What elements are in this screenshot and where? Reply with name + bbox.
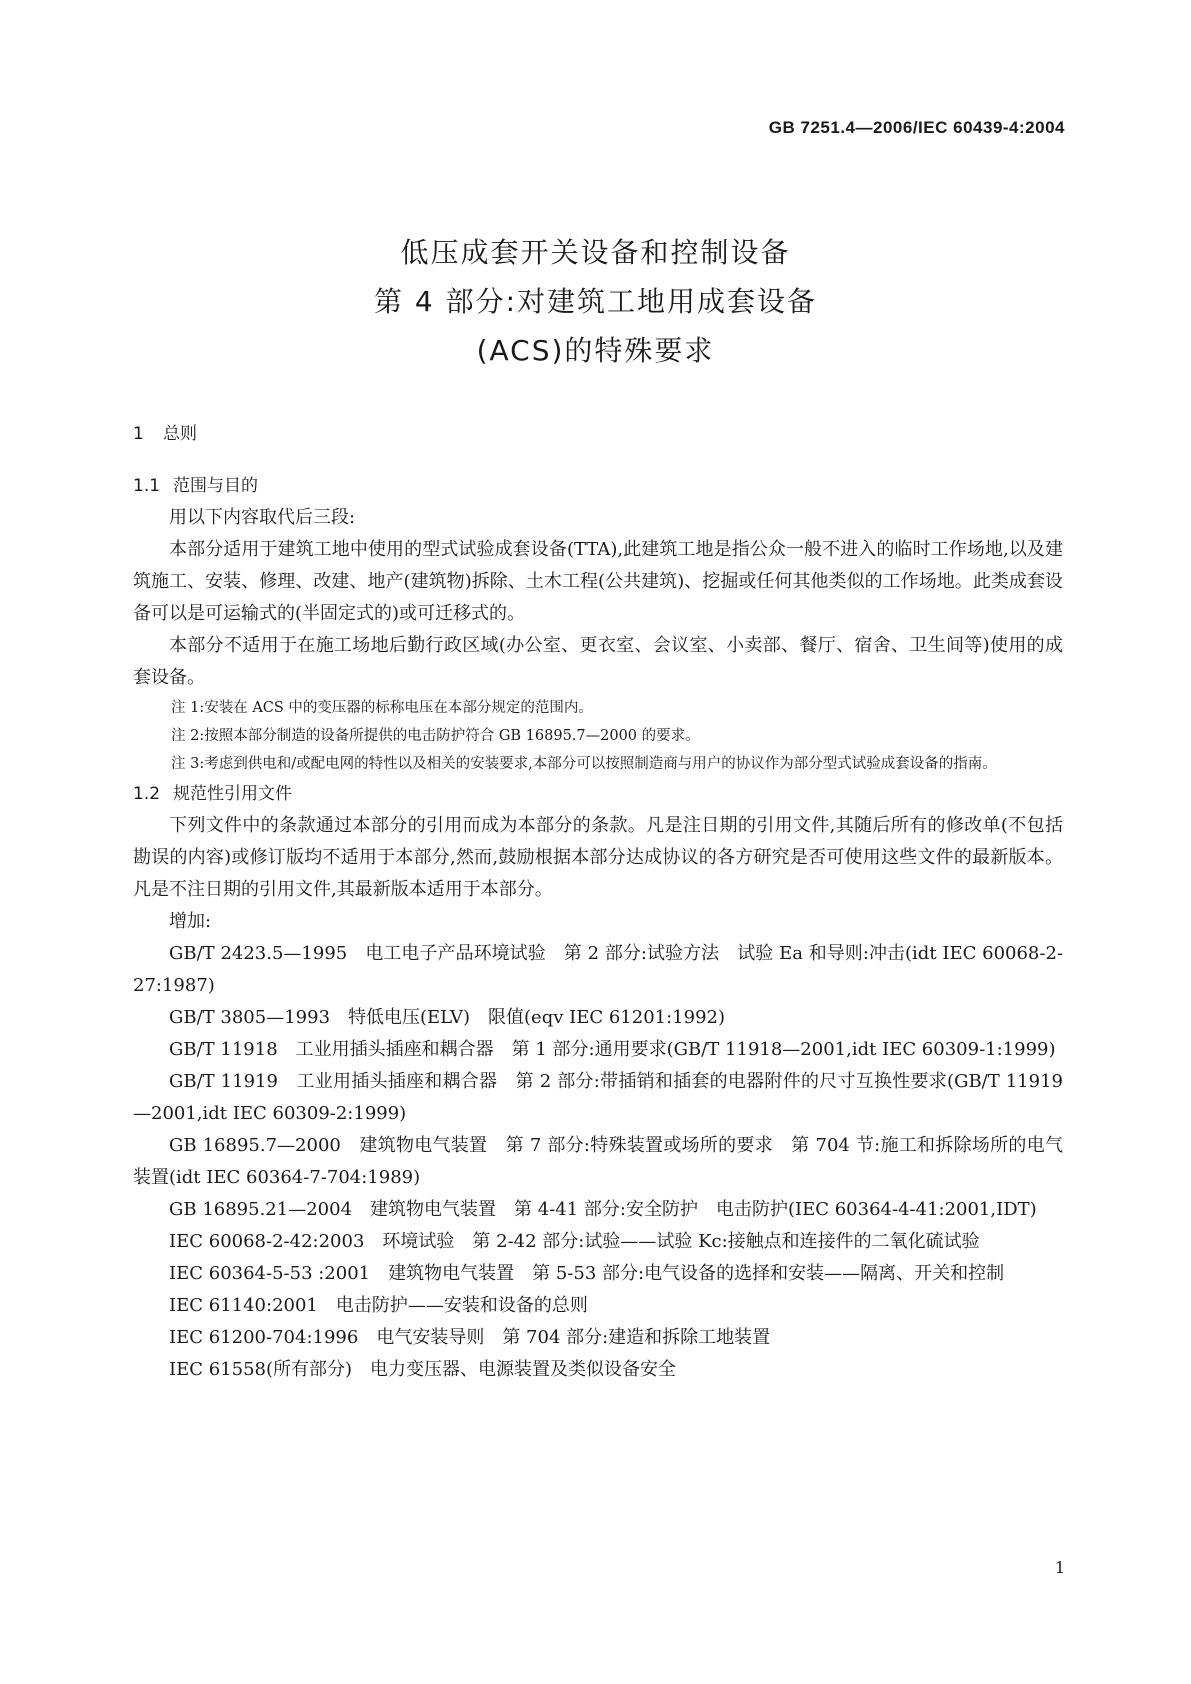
section-1-1-heading	[133, 470, 1063, 502]
paragraph: 增加:	[169, 911, 212, 932]
section-title: 范围与目的	[173, 476, 258, 496]
section-number: 1.1	[133, 476, 161, 496]
title-line-2: 第 4 部分:对建筑工地用成套设备	[373, 285, 818, 318]
note-3: 注 3:考虑到供电和/或配电网的特性以及相关的安装要求,本部分可以按照制造商与用户的协议作为部分型式试验成套设备的指南。	[171, 756, 997, 772]
reference-item: GB/T 3805—1993 特低电压(ELV) 限值(eqv IEC 61201:1992)	[169, 1007, 726, 1028]
reference-item: IEC 61558(所有部分) 电力变压器、电源装置及类似设备安全	[169, 1359, 677, 1380]
reference-item: GB/T 11918 工业用插头插座和耦合器 第 1 部分:通用要求(GB/T 11918—2001,idt IEC 60309-1:1999)	[169, 1039, 1056, 1060]
paragraph: 本部分适用于建筑工地中使用的型式试验成套设备(TTA),此建筑工地是指公众一般不进入的临时工作场地,以及建筑施工、安装、修理、改建、地产(建筑物)拆除、土木工程(公共建筑)、挖掘或任何其他类似的工作场地。此类成套设备可以是可运输式的(半固定式的)或可迁移式的。	[133, 539, 1063, 624]
reference-item: IEC 60068-2-42:2003 环境试验 第 2-42 部分:试验——试验 Kc:接触点和连接件的二氧化硫试验	[169, 1231, 980, 1252]
section-number: 1.2	[133, 784, 161, 804]
paragraph: 本部分不适用于在施工场地后勤行政区域(办公室、更衣室、会议室、小卖部、餐厅、宿舍、卫生间等)使用的成套设备。	[133, 635, 1063, 688]
reference-item: GB 16895.21—2004 建筑物电气装置 第 4-41 部分:安全防护 电击防护(IEC 60364-4-41:2001,IDT)	[169, 1199, 1037, 1220]
title-line-3: (ACS)的特殊要求	[476, 334, 715, 367]
reference-item: GB/T 11919 工业用插头插座和耦合器 第 2 部分:带插销和插套的电器附件的尺寸互换性要求(GB/T 11919—2001,idt IEC 60309-2:1999)	[133, 1071, 1063, 1124]
reference-item: GB 16895.7—2000 建筑物电气装置 第 7 部分:特殊装置或场所的要求 第 704 节:施工和拆除场所的电气装置(idt IEC 60364-7-704:1989)	[133, 1135, 1063, 1188]
section-title: 规范性引用文件	[173, 784, 292, 804]
page-number: 1	[1054, 1558, 1065, 1577]
section-title: 总则	[163, 424, 197, 444]
section-number: 1	[133, 424, 144, 444]
note-1: 注 1:安装在 ACS 中的变压器的标称电压在本部分规定的范围内。	[171, 700, 593, 716]
reference-item: IEC 60364-5-53 :2001 建筑物电气装置 第 5-53 部分:电气设备的选择和安装——隔离、开关和控制	[169, 1263, 1005, 1284]
reference-item: GB/T 2423.5—1995 电工电子产品环境试验 第 2 部分:试验方法 试验 Ea 和导则:冲击(idt IEC 60068-2-27:1987)	[133, 943, 1063, 996]
document-title	[0, 228, 1191, 375]
paragraph: 下列文件中的条款通过本部分的引用而成为本部分的条款。凡是注日期的引用文件,其随后所有的修改单(不包括勘误的内容)或修订版均不适用于本部分,然而,鼓励根据本部分达成协议的各方研究是否可使用这些文件的最新版本。凡是不注日期的引用文件,其最新版本适用于本部分。	[133, 815, 1063, 900]
document-body	[133, 418, 1063, 1386]
reference-item: IEC 61200-704:1996 电气安装导则 第 704 部分:建造和拆除工地装置	[169, 1327, 771, 1348]
paragraph: 用以下内容取代后三段:	[169, 507, 356, 528]
note-2: 注 2:按照本部分制造的设备所提供的电击防护符合 GB 16895.7—2000 的要求。	[171, 728, 700, 744]
reference-item: IEC 61140:2001 电击防护——安装和设备的总则	[169, 1295, 588, 1316]
section-1-heading	[133, 418, 1063, 450]
standard-code: GB 7251.4—2006/IEC 60439-4:2004	[768, 118, 1065, 137]
section-1-2-heading	[133, 778, 1063, 810]
title-line-1: 低压成套开关设备和控制设备	[400, 236, 791, 269]
